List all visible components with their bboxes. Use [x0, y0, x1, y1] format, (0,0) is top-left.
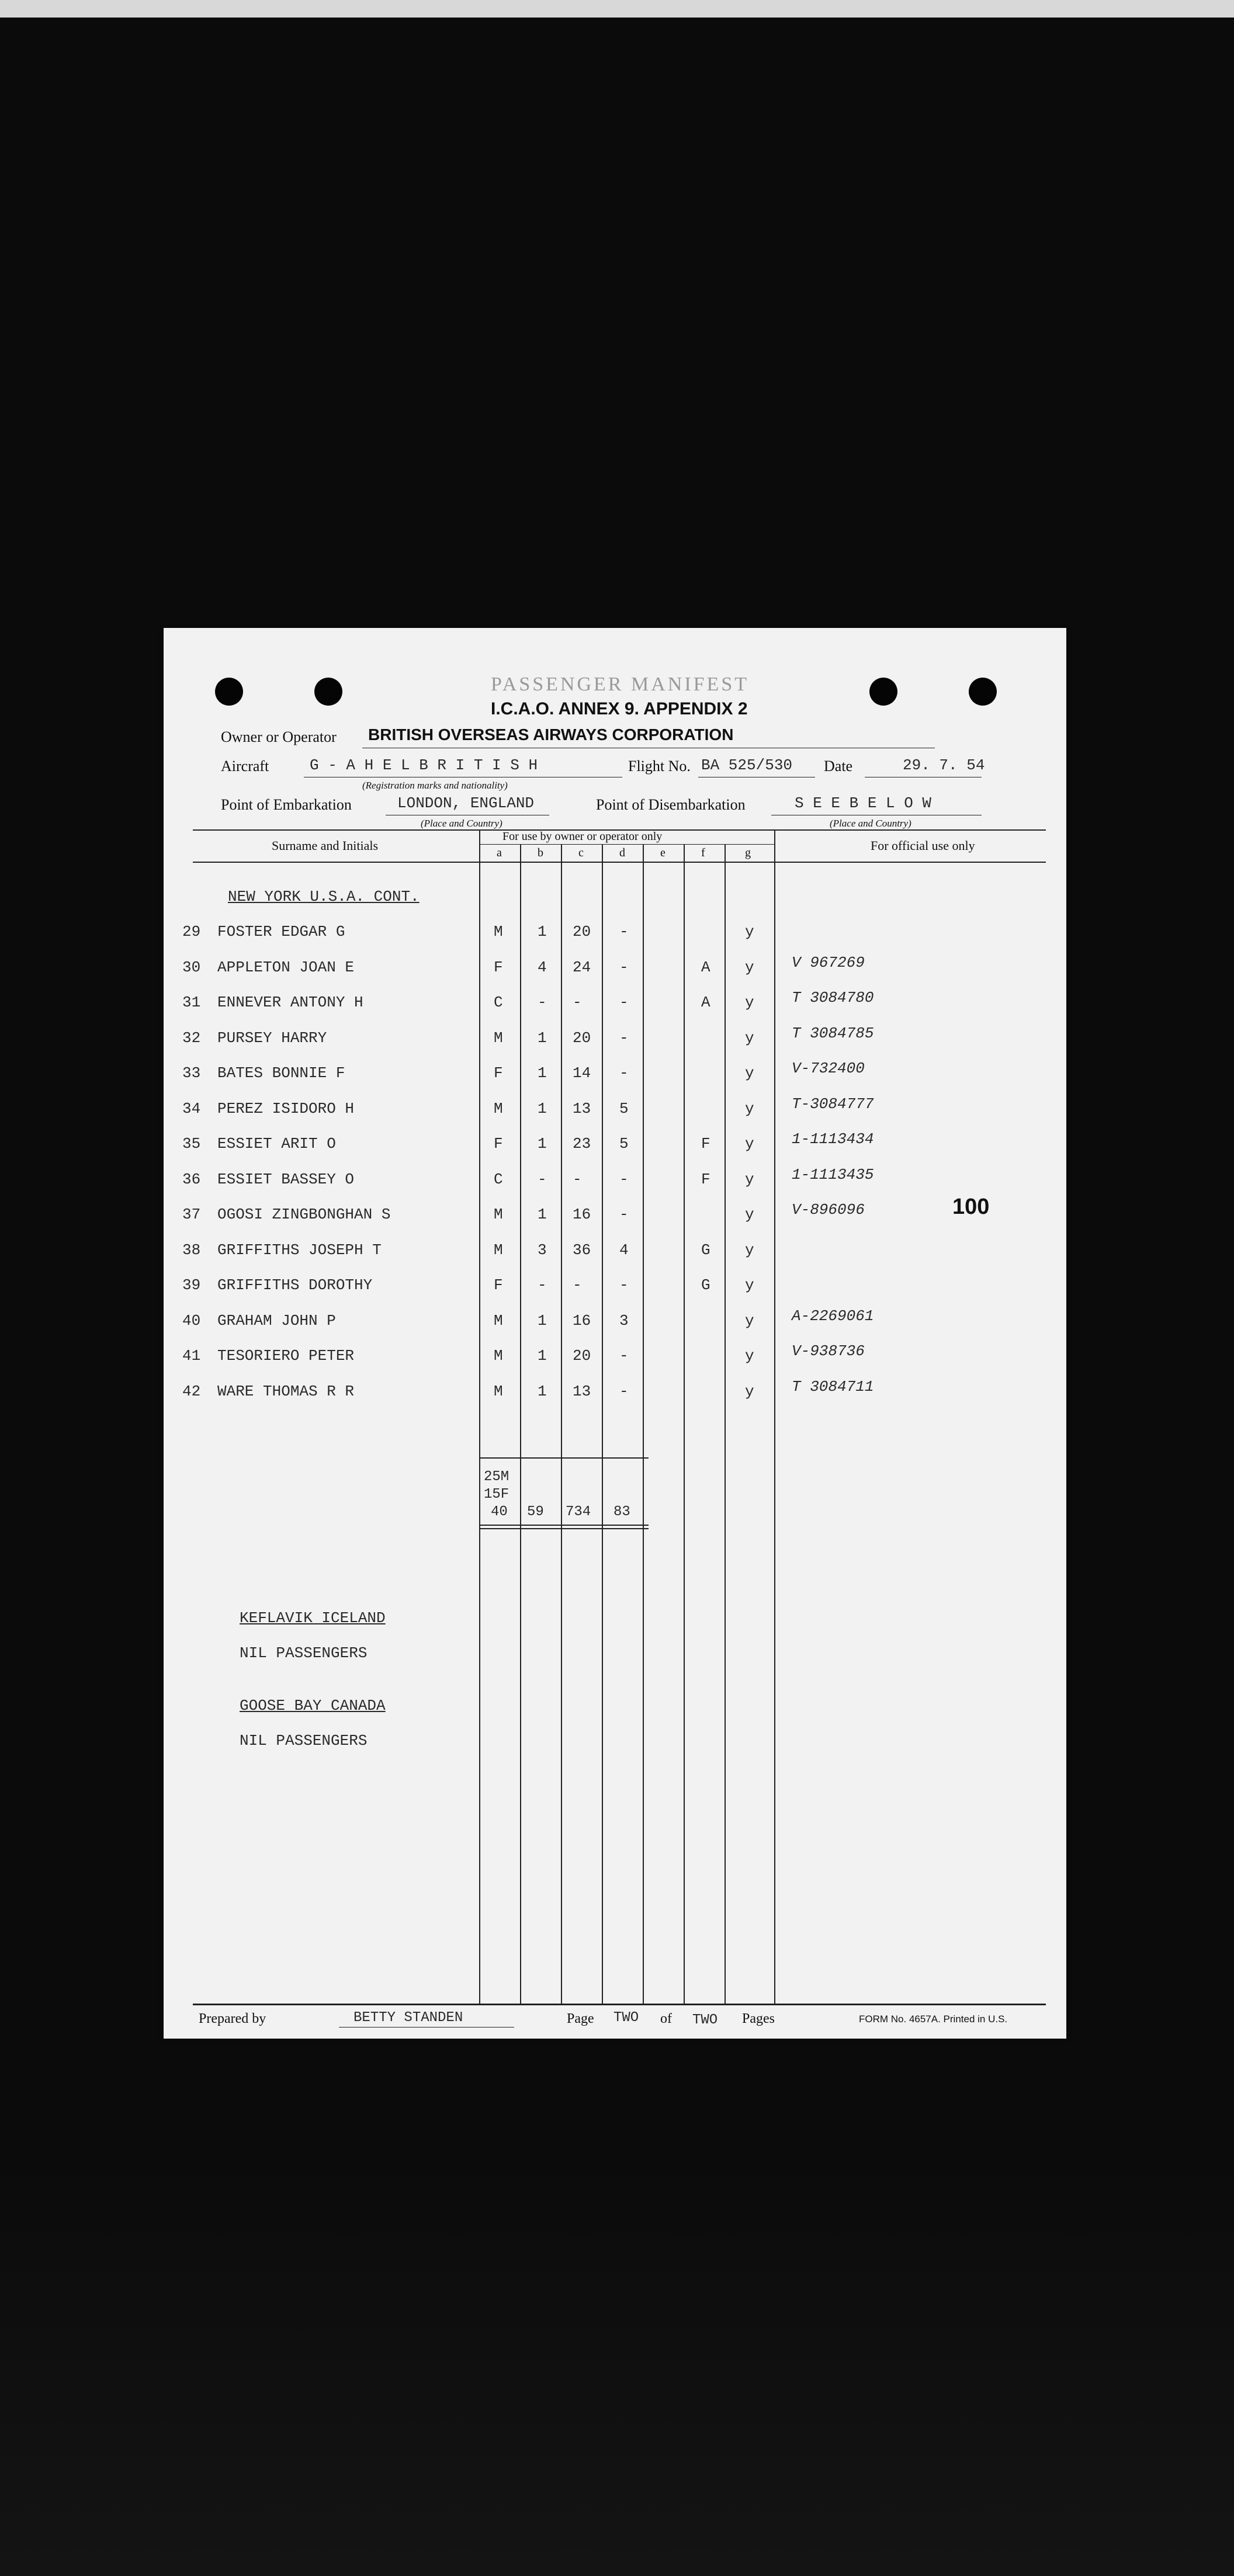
- sex-cell: M: [494, 1382, 503, 1400]
- form-number: FORM No. 4657A. Printed in U.S.: [859, 2013, 1008, 2025]
- date-value: 29. 7. 54: [903, 756, 985, 774]
- col-letter-header: d: [619, 846, 625, 859]
- col-owner-use-header: For use by owner or operator only: [502, 830, 663, 843]
- col-c-cell: 24: [573, 958, 591, 976]
- aircraft-value: G - A H E L B R I T I S H: [310, 756, 538, 774]
- pages-label: Pages: [742, 2011, 775, 2026]
- col-d-cell: 5: [619, 1135, 629, 1152]
- total-col-b: 59: [527, 1504, 544, 1520]
- col-d-cell: -: [619, 958, 629, 976]
- row-number: 34: [182, 1099, 201, 1117]
- sex-cell: M: [494, 1029, 503, 1047]
- col-c-cell: -: [573, 1170, 582, 1188]
- passenger-name: BATES BONNIE F: [217, 1064, 345, 1082]
- table-row: [164, 1024, 1066, 1064]
- col-g-cell: y: [745, 1382, 754, 1400]
- col-g-cell: y: [745, 923, 754, 940]
- owner-label: Owner or Operator: [221, 728, 337, 745]
- col-b-cell: 1: [538, 923, 547, 940]
- col-c-cell: 14: [573, 1064, 591, 1082]
- official-handwritten-number: V-732400: [792, 1060, 865, 1077]
- col-f-cell: F: [701, 1135, 710, 1152]
- table-row: [164, 1241, 1066, 1276]
- row-number: 39: [182, 1276, 201, 1294]
- col-c-cell: 36: [573, 1241, 591, 1259]
- row-number: 29: [182, 923, 201, 940]
- manifest-subtitle: I.C.A.O. ANNEX 9. APPENDIX 2: [491, 699, 748, 718]
- sex-cell: M: [494, 1311, 503, 1329]
- official-handwritten-number: T 3084711: [792, 1377, 874, 1395]
- col-surname-header: Surname and Initials: [272, 838, 379, 853]
- passenger-name: TESORIERO PETER: [217, 1347, 355, 1365]
- col-d-cell: -: [619, 1382, 629, 1400]
- col-d-cell: -: [619, 1029, 629, 1047]
- col-g-cell: y: [745, 1029, 754, 1047]
- row-number: 38: [182, 1241, 201, 1259]
- table-row: [164, 1377, 1066, 1418]
- prepared-label: Prepared by: [199, 2011, 266, 2026]
- official-note: 100: [952, 1195, 990, 1219]
- col-c-cell: 20: [573, 1029, 591, 1047]
- prepared-value: BETTY STANDEN: [353, 2010, 463, 2026]
- col-g-cell: y: [745, 1099, 754, 1117]
- col-c-cell: -: [573, 1276, 582, 1294]
- manifest-title: PASSENGER MANIFEST: [491, 673, 749, 695]
- sex-cell: C: [494, 994, 503, 1011]
- passenger-name: GRIFFITHS DOROTHY: [217, 1276, 373, 1294]
- table-row: [164, 1307, 1066, 1347]
- col-d-cell: -: [619, 1064, 629, 1082]
- col-d-cell: -: [619, 1347, 629, 1365]
- col-d-cell: -: [619, 1276, 629, 1294]
- row-number: 37: [182, 1206, 201, 1223]
- passenger-name: ENNEVER ANTONY H: [217, 994, 363, 1011]
- official-handwritten-number: 1-1113434: [792, 1130, 874, 1148]
- col-b-cell: 1: [538, 1206, 547, 1223]
- col-g-cell: y: [745, 1135, 754, 1152]
- col-g-cell: y: [745, 1347, 754, 1365]
- col-c-cell: 23: [573, 1135, 591, 1152]
- of-label: of: [660, 2011, 672, 2026]
- col-g-cell: y: [745, 1064, 754, 1082]
- col-b-cell: 1: [538, 1099, 547, 1117]
- official-handwritten-number: T 3084780: [792, 989, 874, 1006]
- col-c-cell: 13: [573, 1099, 591, 1117]
- col-official-header: For official use only: [871, 838, 975, 853]
- col-d-cell: -: [619, 1170, 629, 1188]
- col-letter-header: f: [701, 846, 705, 859]
- punch-hole: [869, 678, 897, 706]
- passenger-name: OGOSI ZINGBONGHAN S: [217, 1206, 391, 1223]
- col-d-cell: 3: [619, 1311, 629, 1329]
- col-g-cell: y: [745, 1206, 754, 1223]
- col-c-cell: 20: [573, 1347, 591, 1365]
- embarkation-value: LONDON, ENGLAND: [397, 794, 535, 812]
- sex-cell: M: [494, 923, 503, 940]
- passenger-name: GRAHAM JOHN P: [217, 1311, 336, 1329]
- official-handwritten-number: 1-1113435: [792, 1165, 874, 1183]
- disembarkation-value: S E E B E L O W: [795, 794, 932, 812]
- date-label: Date: [824, 758, 853, 775]
- official-handwritten-number: V 967269: [792, 953, 865, 971]
- flight-value: BA 525/530: [701, 756, 793, 774]
- col-g-cell: y: [745, 1241, 754, 1259]
- sex-cell: M: [494, 1347, 503, 1365]
- passenger-name: WARE THOMAS R R: [217, 1382, 355, 1400]
- table-row: [164, 1342, 1066, 1382]
- col-d-cell: 5: [619, 1099, 629, 1117]
- sex-cell: F: [494, 1135, 503, 1152]
- sex-cell: M: [494, 1099, 503, 1117]
- sex-cell: M: [494, 1241, 503, 1259]
- aircraft-note: (Registration marks and nationality): [362, 780, 508, 791]
- row-number: 30: [182, 958, 201, 976]
- col-f-cell: G: [701, 1276, 710, 1294]
- manifest-page: [164, 628, 1066, 2039]
- col-b-cell: 1: [538, 1029, 547, 1047]
- stop-note: NIL PASSENGERS: [240, 1644, 368, 1662]
- page-value: TWO: [613, 2010, 639, 2026]
- passenger-name: GRIFFITHS JOSEPH T: [217, 1241, 382, 1259]
- official-handwritten-number: V-896096: [792, 1201, 865, 1218]
- table-row: [164, 923, 1066, 958]
- col-d-cell: -: [619, 923, 629, 940]
- col-f-cell: G: [701, 1241, 710, 1259]
- official-handwritten-number: A-2269061: [792, 1307, 874, 1325]
- col-b-cell: -: [538, 1276, 547, 1294]
- punch-hole: [215, 678, 243, 706]
- table-row: [164, 1130, 1066, 1170]
- official-handwritten-number: T-3084777: [792, 1095, 874, 1113]
- table-row: [164, 1276, 1066, 1311]
- passenger-name: PURSEY HARRY: [217, 1029, 327, 1047]
- col-g-cell: y: [745, 1311, 754, 1329]
- sex-cell: F: [494, 1276, 503, 1294]
- total-passengers: 40: [491, 1504, 508, 1520]
- section-heading: NEW YORK U.S.A. CONT.: [228, 888, 420, 905]
- table-row: [164, 1095, 1066, 1135]
- sex-cell: F: [494, 958, 503, 976]
- col-c-cell: 16: [573, 1311, 591, 1329]
- stop-place: GOOSE BAY CANADA: [240, 1697, 386, 1714]
- col-b-cell: 1: [538, 1347, 547, 1365]
- embarkation-note: (Place and Country): [421, 818, 502, 829]
- owner-value: BRITISH OVERSEAS AIRWAYS CORPORATION: [368, 725, 734, 744]
- embarkation-label: Point of Embarkation: [221, 796, 352, 813]
- passenger-name: ESSIET BASSEY O: [217, 1170, 355, 1188]
- col-b-cell: 1: [538, 1311, 547, 1329]
- flight-label: Flight No.: [628, 758, 691, 775]
- col-g-cell: y: [745, 958, 754, 976]
- col-b-cell: 4: [538, 958, 547, 976]
- col-c-cell: 20: [573, 923, 591, 940]
- official-handwritten-number: V-938736: [792, 1342, 865, 1360]
- total-females: 15F: [484, 1487, 509, 1502]
- official-handwritten-number: T 3084785: [792, 1024, 874, 1042]
- col-c-cell: 13: [573, 1382, 591, 1400]
- col-d-cell: 4: [619, 1241, 629, 1259]
- col-d-cell: -: [619, 994, 629, 1011]
- col-f-cell: F: [701, 1170, 710, 1188]
- passenger-name: PEREZ ISIDORO H: [217, 1099, 355, 1117]
- row-number: 36: [182, 1170, 201, 1188]
- row-number: 35: [182, 1135, 201, 1152]
- sex-cell: C: [494, 1170, 503, 1188]
- col-g-cell: y: [745, 1170, 754, 1188]
- table-row: [164, 1165, 1066, 1206]
- col-g-cell: y: [745, 994, 754, 1011]
- col-c-cell: -: [573, 994, 582, 1011]
- col-c-cell: 16: [573, 1206, 591, 1223]
- passenger-name: APPLETON JOAN E: [217, 958, 355, 976]
- of-value: TWO: [692, 2012, 718, 2028]
- sex-cell: M: [494, 1206, 503, 1223]
- col-f-cell: A: [701, 994, 710, 1011]
- table-row: [164, 989, 1066, 1029]
- punch-hole: [314, 678, 342, 706]
- table-row: [164, 953, 1066, 994]
- col-d-cell: -: [619, 1206, 629, 1223]
- row-number: 41: [182, 1347, 201, 1365]
- col-b-cell: -: [538, 1170, 547, 1188]
- col-f-cell: A: [701, 958, 710, 976]
- total-col-d: 83: [613, 1504, 630, 1520]
- punch-hole: [969, 678, 997, 706]
- passenger-name: ESSIET ARIT O: [217, 1135, 336, 1152]
- row-number: 40: [182, 1311, 201, 1329]
- total-males: 25M: [484, 1469, 509, 1485]
- sex-cell: F: [494, 1064, 503, 1082]
- stop-place: KEFLAVIK ICELAND: [240, 1609, 386, 1627]
- col-b-cell: 1: [538, 1135, 547, 1152]
- col-g-cell: y: [745, 1276, 754, 1294]
- col-b-cell: -: [538, 994, 547, 1011]
- disembarkation-label: Point of Disembarkation: [596, 796, 746, 813]
- col-b-cell: 3: [538, 1241, 547, 1259]
- col-letter-header: c: [578, 846, 584, 859]
- col-letter-header: e: [660, 846, 665, 859]
- row-number: 42: [182, 1382, 201, 1400]
- col-letter-header: a: [497, 846, 502, 859]
- col-letter-header: b: [538, 846, 543, 859]
- stop-note: NIL PASSENGERS: [240, 1732, 368, 1749]
- scan-background: [0, 2161, 1234, 2576]
- col-letter-header: g: [745, 846, 751, 859]
- row-number: 32: [182, 1029, 201, 1047]
- total-col-c: 734: [566, 1504, 591, 1520]
- disembarkation-note: (Place and Country): [830, 818, 911, 829]
- col-b-cell: 1: [538, 1382, 547, 1400]
- aircraft-label: Aircraft: [221, 758, 269, 775]
- table-row: [164, 1060, 1066, 1099]
- row-number: 33: [182, 1064, 201, 1082]
- row-number: 31: [182, 994, 201, 1011]
- table-row: [164, 1201, 1066, 1241]
- page-label: Page: [567, 2011, 594, 2026]
- scan-border: [0, 0, 1234, 18]
- col-b-cell: 1: [538, 1064, 547, 1082]
- passenger-name: FOSTER EDGAR G: [217, 923, 345, 940]
